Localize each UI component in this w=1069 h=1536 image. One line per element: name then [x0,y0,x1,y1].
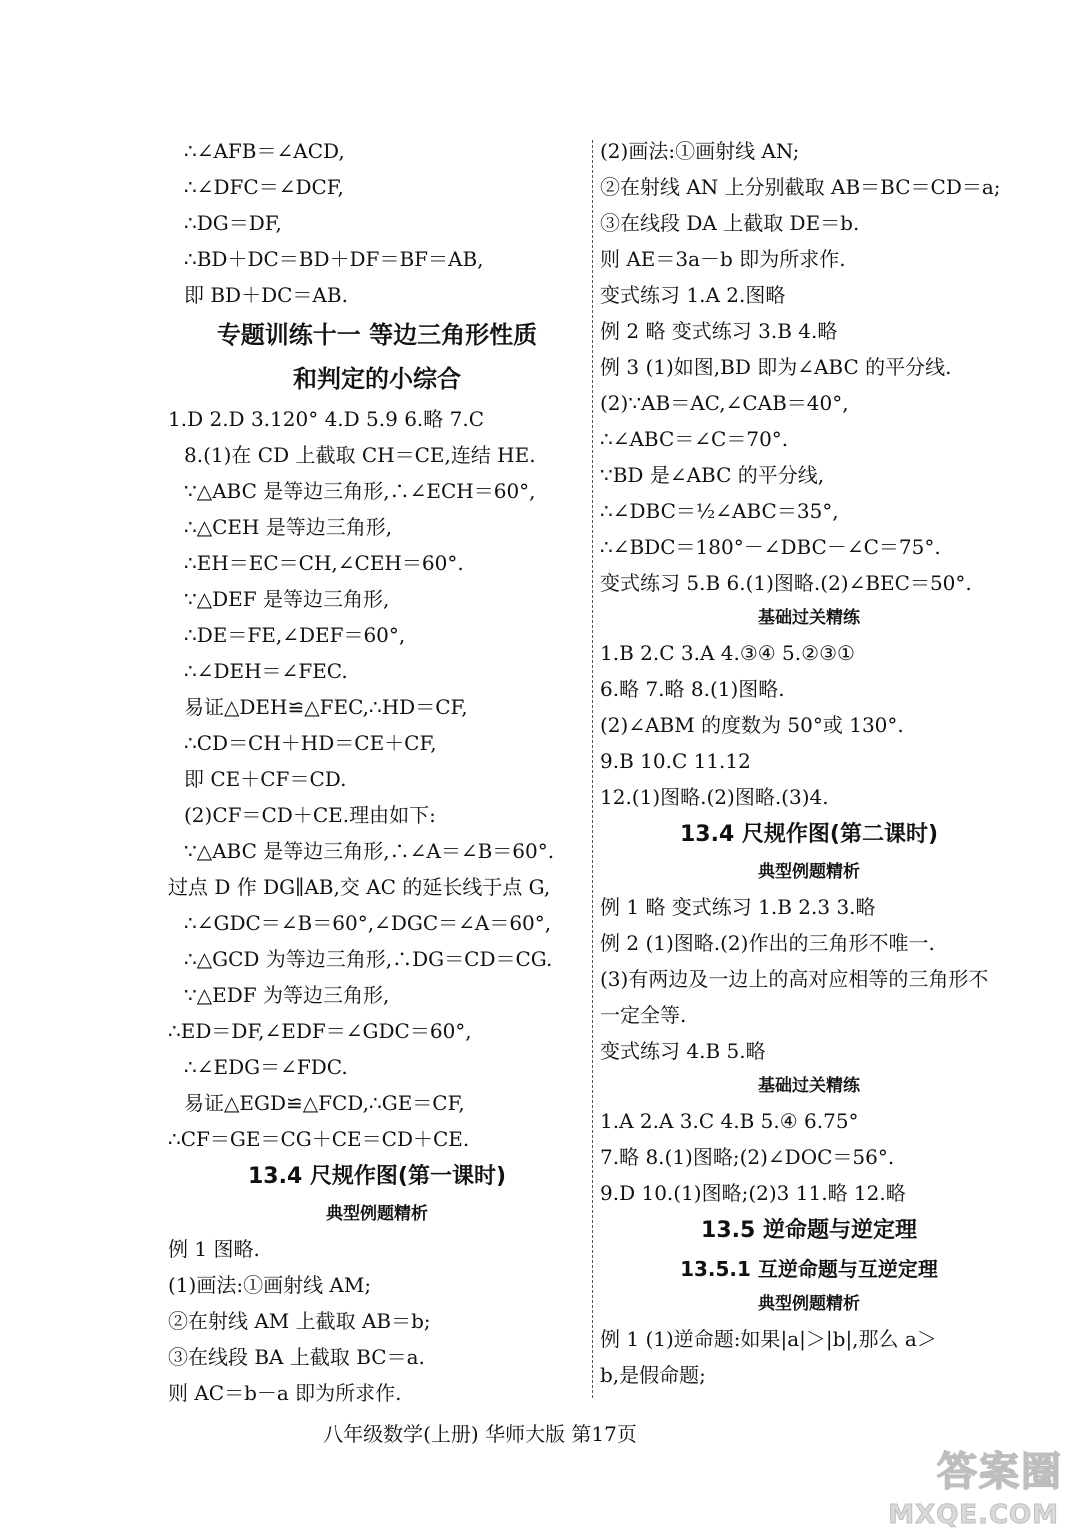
text-line: ∴DG＝DF, [184,211,282,235]
text-line: 1.B 2.C 3.A 4.③④ 5.②③① [600,641,855,665]
section-title: 13.4 尺规作图(第一课时) [247,1164,507,1189]
section-subtitle: 基础过关精练 [758,1076,860,1096]
topic-title-line2: 和判定的小综合 [293,365,461,393]
text-line: 例 1 (1)逆命题:如果|a|＞|b|,那么 a＞ [600,1327,937,1351]
text-line: ∴∠DFC＝∠DCF, [184,175,344,199]
topic-title: 专题训练十一 等边三角形性质 [216,321,538,349]
text-line: ∴∠DBC＝½∠ABC＝35°, [600,499,839,523]
section-title: 13.4 尺规作图(第二课时) [679,822,939,847]
text-line: ∴∠AFB＝∠ACD, [184,139,345,163]
text-line: 6.略 7.略 8.(1)图略. [600,677,785,701]
text-line: (2)∵AB＝AC,∠CAB＝40°, [600,391,849,415]
left-column [168,133,586,1411]
section-subtitle: 典型例题精析 [326,1204,428,1224]
text-line: ∴CF＝GE＝CG＋CE＝CD＋CE. [168,1127,470,1151]
section-subtitle: 典型例题精析 [758,862,860,882]
text-line: 例 3 (1)如图,BD 即为∠ABC 的平分线. [600,355,952,379]
text-line: ∴∠GDC＝∠B＝60°,∠DGC＝∠A＝60°, [184,911,552,935]
text-line: 变式练习 1.A 2.图略 [600,283,786,307]
text-line: 例 1 略 变式练习 1.B 2.3 3.略 [600,895,876,919]
example-answers [168,1231,586,1411]
text-line: 变式练习 5.B 6.(1)图略.(2)∠BEC＝50°. [600,571,972,595]
page-footer: 八年级数学(上册) 华师大版 第17页 [323,1422,637,1446]
text-line: 7.略 8.(1)图略;(2)∠DOC＝56°. [600,1145,895,1169]
text-line: 9.D 10.(1)图略;(2)3 11.略 12.略 [600,1181,906,1205]
column-divider [592,140,593,1398]
text-line: ∴BD＋DC＝BD＋DF＝BF＝AB, [184,247,484,271]
topic-answers [168,401,586,1157]
text-line: 过点 D 作 DG∥AB,交 AC 的延长线于点 G, [168,875,551,899]
subsection-title: 13.5.1 互逆命题与互逆定理 [680,1257,938,1281]
basic-practice-answers [600,1103,1018,1211]
text-line: 则 AC＝b－a 即为所求作. [168,1381,402,1405]
text-line: ∴∠EDG＝∠FDC. [184,1055,348,1079]
section-title: 13.5 逆命题与逆定理 [701,1218,917,1243]
text-line: 8.(1)在 CD 上截取 CH＝CE,连结 HE. [184,443,536,467]
text-line: 9.B 10.C 11.12 [600,749,751,773]
text-line: ∴∠ABC＝∠C＝70°. [600,427,789,451]
text-line: 12.(1)图略.(2)图略.(3)4. [600,785,829,809]
text-line: ∴∠DEH＝∠FEC. [184,659,348,683]
text-line: ∵△ABC 是等边三角形,∴∠A＝∠B＝60°. [184,839,555,863]
text-line: 1.A 2.A 3.C 4.B 5.④ 6.75° [600,1109,859,1133]
text-line: ∴△GCD 为等边三角形,∴DG＝CD＝CG. [184,947,553,971]
text-line: 例 1 图略. [168,1237,260,1261]
right-column [600,133,1018,1393]
basic-practice-answers [600,635,1018,815]
text-line: (2)画法:①画射线 AN; [600,139,800,163]
text-line: b,是假命题; [600,1363,706,1387]
text-line: 一定全等. [600,1003,687,1027]
text-line: 即 BD＋DC＝AB. [184,283,348,307]
text-line: (3)有两边及一边上的高对应相等的三角形不 [600,967,989,991]
watermark-text: 答案圈 [937,1449,1063,1495]
watermark-url: MXQE.COM [888,1500,1059,1530]
example-answers [600,889,1018,1069]
text-line: ∴CD＝CH＋HD＝CE＋CF, [184,731,437,755]
text-line: 例 2 略 变式练习 3.B 4.略 [600,319,838,343]
example-answers [600,1321,1018,1393]
text-line: ∴△CEH 是等边三角形, [184,515,393,539]
text-line: 1.D 2.D 3.120° 4.D 5.9 6.略 7.C [168,407,485,431]
text-line: 变式练习 4.B 5.略 [600,1039,766,1063]
text-line: ∴∠BDC＝180°－∠DBC－∠C＝75°. [600,535,941,559]
text-line: (2)∠ABM 的度数为 50°或 130°. [600,713,904,737]
text-line: ∴ED＝DF,∠EDF＝∠GDC＝60°, [168,1019,472,1043]
construction-answers [600,133,1018,601]
text-line: ∵△ABC 是等边三角形,∴∠ECH＝60°, [184,479,536,503]
text-line: ③在线段 BA 上截取 BC＝a. [168,1345,425,1369]
text-line: 易证△DEH≌△FEC,∴HD＝CF, [184,695,468,719]
text-line: 即 CE＋CF＝CD. [184,767,347,791]
section-subtitle: 基础过关精练 [758,608,860,628]
text-line: ∴EH＝EC＝CH,∠CEH＝60°. [184,551,464,575]
text-line: (2)CF＝CD＋CE.理由如下: [184,803,436,827]
text-line: ∵△DEF 是等边三角形, [184,587,390,611]
proof-continuation [168,133,586,313]
text-line: 易证△EGD≌△FCD,∴GE＝CF, [184,1091,465,1115]
text-line: ②在射线 AM 上截取 AB＝b; [168,1309,431,1333]
text-line: ②在射线 AN 上分别截取 AB＝BC＝CD＝a; [600,175,1001,199]
text-line: ∵BD 是∠ABC 的平分线, [600,463,825,487]
watermark-logo [888,1440,1063,1530]
section-subtitle: 典型例题精析 [758,1294,860,1314]
text-line: 则 AE＝3a－b 即为所求作. [600,247,846,271]
text-line: ∴DE＝FE,∠DEF＝60°, [184,623,406,647]
text-line: (1)画法:①画射线 AM; [168,1273,372,1297]
text-line: ③在线段 DA 上截取 DE＝b. [600,211,860,235]
text-line: ∵△EDF 为等边三角形, [184,983,390,1007]
text-line: 例 2 (1)图略.(2)作出的三角形不唯一. [600,931,935,955]
